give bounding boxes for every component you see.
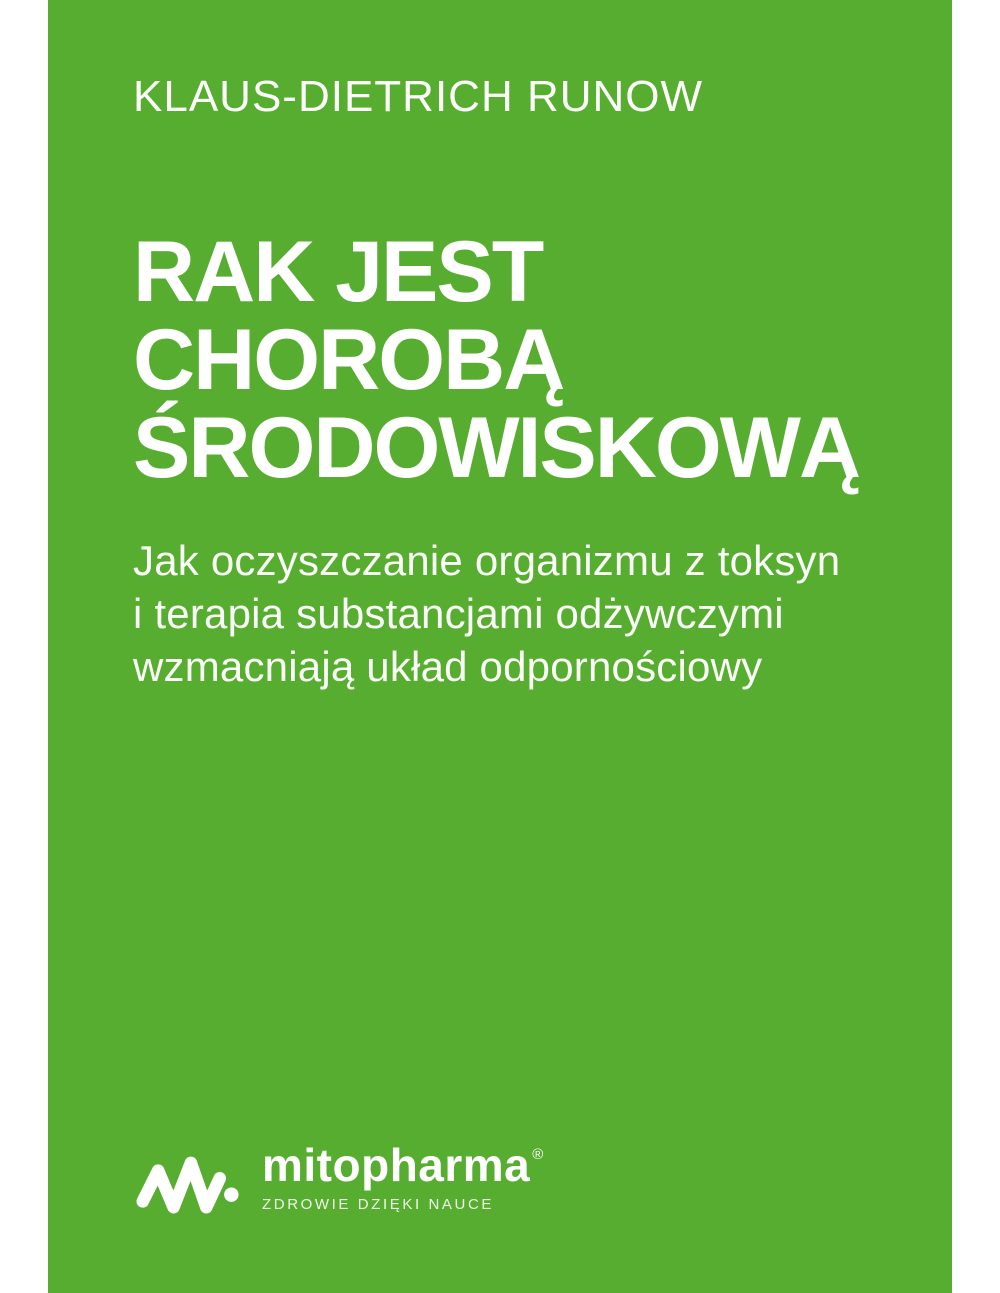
title-line-3: ŚRODOWISKOWĄ: [133, 400, 860, 496]
publisher-wordmark: mitopharma: [262, 1139, 531, 1191]
publisher-tagline: ZDROWIE DZIĘKI NAUCE: [262, 1196, 495, 1213]
subtitle-line-2: i terapia substancjami odżywczymi: [133, 590, 784, 637]
title-line-2: CHOROBĄ: [133, 312, 564, 408]
wave-monogram-icon: [136, 1146, 240, 1226]
book-cover: [48, 0, 952, 1293]
book-subtitle: [133, 534, 840, 693]
subtitle-line-1: Jak oczyszczanie organizmu z toksyn: [133, 537, 841, 584]
publisher-name: [262, 1140, 544, 1190]
publisher-text-block: [262, 1140, 544, 1213]
subtitle-line-3: wzmacniają układ odpornościowy: [133, 643, 763, 690]
book-title: [133, 224, 860, 496]
publisher-logo: [136, 1140, 544, 1226]
title-line-1: RAK JEST: [133, 224, 543, 320]
registered-trademark-symbol: ®: [532, 1145, 544, 1163]
author-name: KLAUS-DIETRICH RUNOW: [133, 72, 704, 121]
